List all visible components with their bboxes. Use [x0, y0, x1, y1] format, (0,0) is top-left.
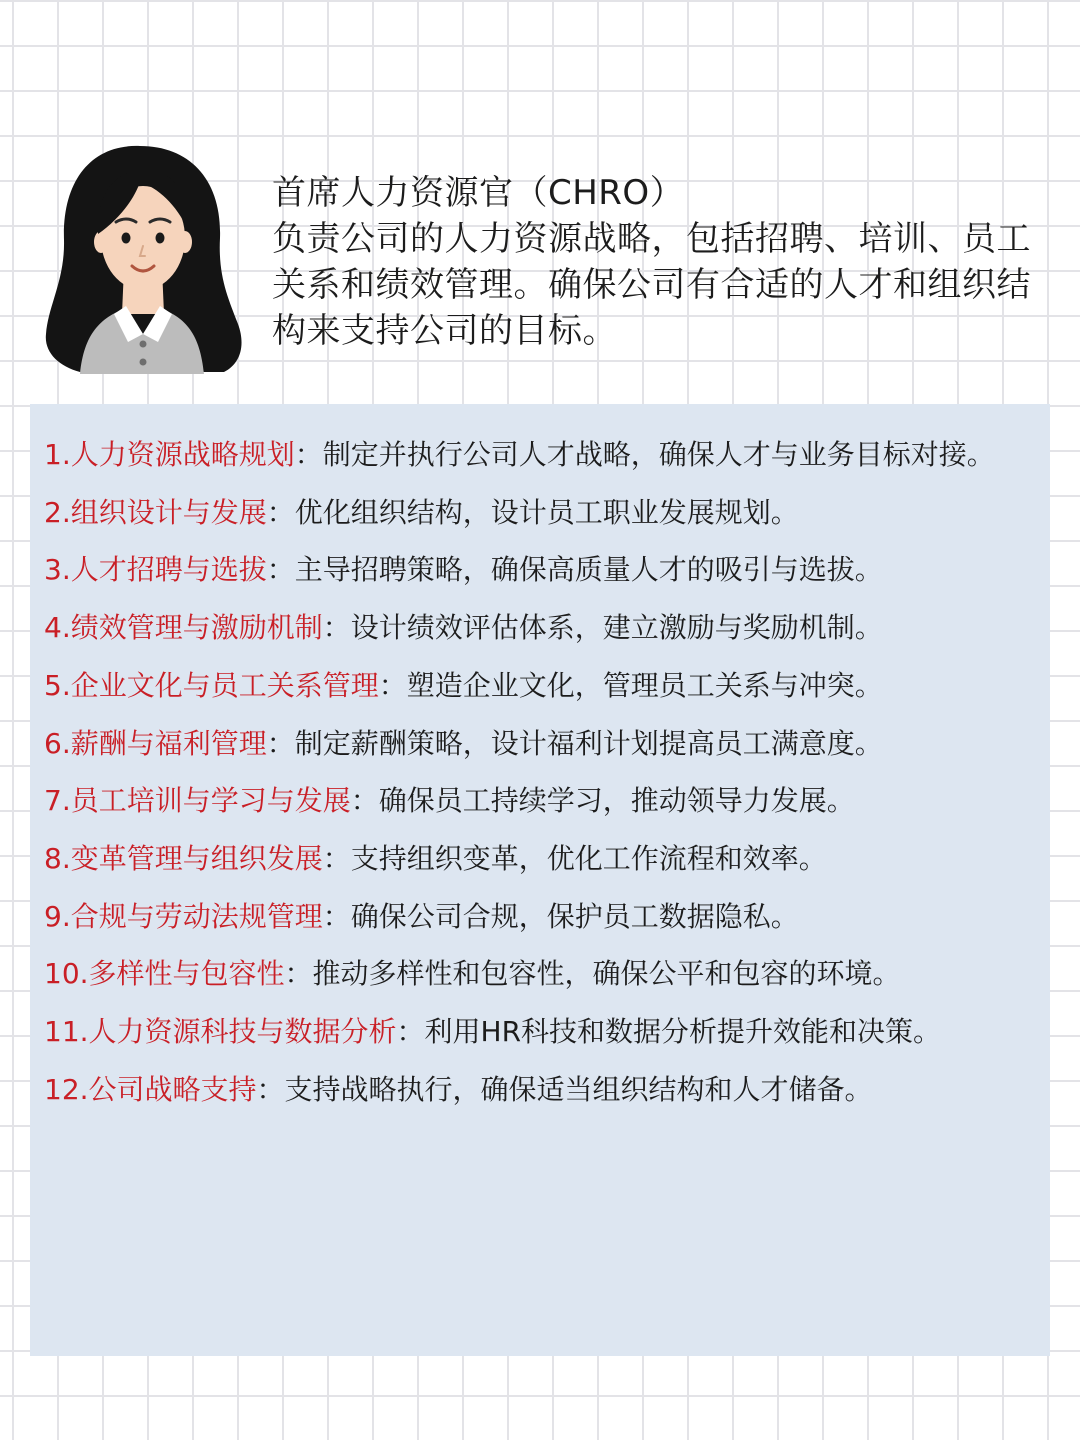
- role-description: 负责公司的人力资源战略，包括招聘、培训、员工关系和绩效管理。确保公司有合适的人才和组织结构来支持公司的目标。: [272, 219, 1031, 351]
- item-detail: 利用HR科技和数据分析提升效能和决策。: [424, 1015, 942, 1049]
- item-detail: 确保公司合规，保护员工数据隐私。: [350, 899, 799, 933]
- item-separator: ：: [266, 495, 295, 529]
- list-item: [44, 426, 1044, 484]
- item-detail: 主导招聘策略，确保高质量人才的吸引与选拔。: [294, 553, 883, 587]
- item-term: 4.绩效管理与激励机制: [44, 611, 323, 645]
- item-separator: ：: [256, 1072, 285, 1106]
- item-term: 5.企业文化与员工关系管理: [44, 668, 379, 702]
- item-term: 3.人才招聘与选拔: [44, 553, 267, 587]
- ear-shape: [94, 231, 108, 253]
- eye-shape: [156, 233, 165, 244]
- item-separator: ：: [378, 668, 407, 702]
- item-detail: 制定薪酬策略，设计福利计划提高员工满意度。: [294, 726, 883, 760]
- ear-shape: [178, 231, 192, 253]
- item-term: 7.员工培训与学习与发展: [44, 784, 351, 818]
- list-item: [44, 657, 1044, 715]
- item-detail: 塑造企业文化，管理员工关系与冲突。: [406, 668, 883, 702]
- list-item: [44, 484, 1044, 542]
- item-separator: ：: [266, 726, 295, 760]
- responsibilities-card: [30, 404, 1050, 1356]
- list-item: [44, 772, 1044, 830]
- item-separator: ：: [284, 957, 313, 991]
- item-detail: 设计绩效评估体系，建立激励与奖励机制。: [350, 611, 883, 645]
- item-separator: ：: [294, 438, 323, 471]
- shirt-button: [140, 359, 147, 366]
- item-term: 10.多样性与包容性: [44, 957, 285, 991]
- item-separator: ：: [350, 784, 379, 818]
- item-separator: ：: [322, 899, 351, 933]
- item-term: 2.组织设计与发展: [44, 495, 267, 529]
- list-item: [44, 888, 1044, 946]
- item-term: 9.合规与劳动法规管理: [44, 899, 323, 933]
- item-term: 11.人力资源科技与数据分析: [44, 1015, 397, 1049]
- item-detail: 确保员工持续学习，推动领导力发展。: [378, 784, 855, 818]
- item-term: 6.薪酬与福利管理: [44, 726, 267, 760]
- role-title: 首席人力资源官（CHRO）: [272, 173, 685, 213]
- list-item: [44, 715, 1044, 773]
- eye-shape: [122, 233, 131, 244]
- item-detail: 推动多样性和包容性，确保公平和包容的环境。: [312, 957, 901, 991]
- intro-text: [272, 170, 1052, 354]
- list-item: [44, 945, 1044, 1003]
- item-separator: ：: [396, 1015, 425, 1049]
- woman-avatar-icon: [40, 138, 250, 374]
- item-term: 12.公司战略支持: [44, 1072, 257, 1106]
- item-separator: ：: [266, 553, 295, 587]
- list-item: [44, 1003, 1044, 1061]
- item-term: 1.人力资源战略规划: [44, 438, 295, 471]
- responsibilities-list: [44, 426, 1044, 1118]
- item-detail: 优化组织结构，设计员工职业发展规划。: [294, 495, 799, 529]
- item-separator: ：: [322, 611, 351, 645]
- list-item: [44, 599, 1044, 657]
- list-item: [44, 1061, 1044, 1119]
- item-term: 8.变革管理与组织发展: [44, 841, 323, 875]
- item-detail: 支持战略执行，确保适当组织结构和人才储备。: [284, 1072, 873, 1106]
- item-detail: 支持组织变革，优化工作流程和效率。: [350, 841, 827, 875]
- list-item: [44, 541, 1044, 599]
- item-detail: 制定并执行公司人才战略，确保人才与业务目标对接。: [322, 438, 995, 471]
- item-separator: ：: [322, 841, 351, 875]
- list-item: [44, 830, 1044, 888]
- shirt-button: [140, 341, 147, 348]
